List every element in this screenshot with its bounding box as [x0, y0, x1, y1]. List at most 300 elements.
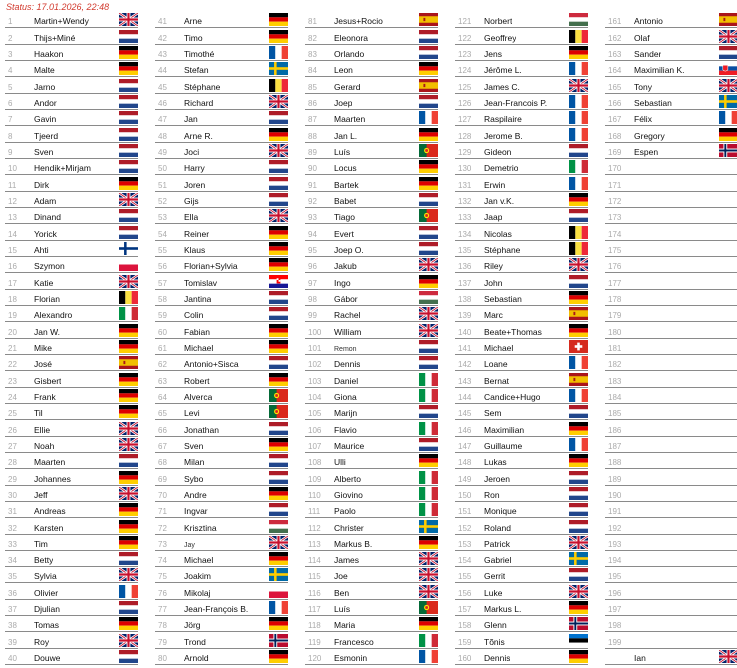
participant-row — [605, 126, 737, 142]
participant-row — [455, 273, 588, 289]
participant-row — [605, 339, 737, 355]
participant-row — [605, 110, 737, 126]
participant-number: 98 — [308, 294, 317, 304]
participant-number: 117 — [308, 605, 321, 615]
participant-row — [155, 257, 288, 273]
participant-number: 122 — [458, 33, 472, 43]
participant-name: Guillaume — [484, 440, 523, 451]
participant-row — [605, 535, 737, 551]
participant-row — [155, 12, 288, 28]
participant-name: Ellie — [34, 424, 51, 435]
participant-row — [5, 273, 138, 289]
participant-row — [605, 290, 737, 306]
flag-pt-icon — [269, 389, 288, 402]
participant-name: Jean-François B. — [184, 604, 249, 615]
participant-name: Giona — [334, 391, 357, 402]
flag-de-icon — [119, 520, 138, 533]
flag-gb-icon — [419, 585, 438, 598]
participant-name: Tim — [34, 538, 48, 549]
participant-row — [5, 339, 138, 355]
flag-nl-icon — [419, 46, 438, 59]
participant-name: Andor — [34, 97, 57, 108]
participant-name: Dennis — [334, 359, 361, 370]
flag-nl-icon — [419, 30, 438, 43]
participant-name: Sebastian — [484, 293, 522, 304]
participant-number: 71 — [158, 507, 167, 517]
participant-name: Flavio — [334, 424, 357, 435]
flag-se-icon — [569, 552, 588, 565]
participant-row — [305, 192, 438, 208]
participant-name: Andre — [184, 489, 207, 500]
participant-name: Jan W. — [34, 326, 60, 337]
flag-de-icon — [569, 193, 588, 206]
participant-number: 50 — [158, 164, 167, 174]
participant-number: 47 — [158, 115, 167, 125]
participant-name: Joep O. — [334, 244, 364, 255]
participant-name: Gerrit — [484, 571, 506, 582]
participant-number: 116 — [308, 588, 321, 598]
participant-row — [455, 257, 588, 273]
participant-name: Sylvia — [34, 571, 57, 582]
participant-number: 102 — [308, 360, 322, 370]
flag-gb-icon — [119, 568, 138, 581]
participant-name: Nicolas — [484, 228, 512, 239]
participant-row — [455, 583, 588, 599]
participant-row — [455, 322, 588, 338]
flag-be-icon — [569, 242, 588, 255]
participant-column — [605, 12, 737, 665]
participant-column — [155, 12, 288, 665]
participant-number: 2 — [8, 33, 13, 43]
participant-number: 124 — [458, 66, 472, 76]
participant-row — [5, 110, 138, 126]
participant-number: 57 — [158, 278, 167, 288]
participant-number: 150 — [458, 490, 472, 500]
participant-row — [155, 175, 288, 191]
flag-de-icon — [269, 324, 288, 337]
participant-name: Hendik+Mirjam — [34, 163, 91, 174]
participant-number: 111 — [308, 507, 321, 517]
participant-row — [605, 600, 737, 616]
participant-row — [455, 77, 588, 93]
participant-number: 181 — [608, 343, 622, 353]
participant-number: 161 — [608, 17, 622, 27]
participant-name: Bernat — [484, 375, 510, 386]
flag-fi-icon — [119, 242, 138, 255]
participant-name: Erwin — [484, 179, 506, 190]
participant-number: 140 — [458, 327, 472, 337]
participant-row — [605, 61, 737, 77]
participant-row — [5, 77, 138, 93]
flag-de-icon — [569, 650, 588, 663]
participant-row — [155, 486, 288, 502]
participant-row — [155, 143, 288, 159]
flag-nl-icon — [419, 356, 438, 369]
participant-name: Jan L. — [334, 130, 358, 141]
participant-name: Michael — [184, 342, 214, 353]
flag-nl-icon — [569, 275, 588, 288]
participant-name: Evert — [334, 228, 354, 239]
participant-name: Maximilian — [484, 424, 525, 435]
flag-hu-icon — [569, 13, 588, 26]
participant-number: 70 — [158, 490, 167, 500]
participant-number: 97 — [308, 278, 317, 288]
participant-number: 53 — [158, 213, 167, 223]
participant-row — [5, 486, 138, 502]
participant-row — [5, 583, 138, 599]
participant-row — [155, 388, 288, 404]
participant-row — [455, 175, 588, 191]
participant-number: 145 — [458, 409, 472, 419]
participant-name: Maarten — [334, 114, 366, 125]
participant-name: Jonathan — [184, 424, 219, 435]
participant-number: 126 — [458, 98, 472, 108]
participant-number: 66 — [158, 425, 167, 435]
participant-number: 56 — [158, 262, 167, 272]
participant-number: 173 — [608, 213, 622, 223]
participant-row — [455, 535, 588, 551]
participant-row — [605, 583, 737, 599]
flag-pt-icon — [419, 144, 438, 157]
participant-name: Gábor — [334, 293, 358, 304]
participant-number: 11 — [8, 180, 17, 190]
participant-row — [5, 45, 138, 61]
participant-name: Stéphane — [484, 244, 521, 255]
participant-row — [605, 486, 737, 502]
flag-hu-icon — [269, 520, 288, 533]
participant-row — [155, 110, 288, 126]
participant-row — [155, 437, 288, 453]
flag-gb-icon — [719, 79, 737, 92]
participant-row — [455, 12, 588, 28]
participant-number: 61 — [158, 343, 167, 353]
participant-name: Yorick — [34, 228, 57, 239]
participant-row — [455, 616, 588, 632]
participant-number: 128 — [458, 131, 472, 141]
participant-row — [155, 453, 288, 469]
participant-row — [605, 649, 737, 665]
participant-row — [155, 551, 288, 567]
flag-gb-icon — [419, 568, 438, 581]
participant-name: Espen — [634, 146, 659, 157]
participant-row — [155, 159, 288, 175]
flag-gb-icon — [419, 552, 438, 565]
participant-row — [5, 192, 138, 208]
flag-it-icon — [569, 160, 588, 173]
participant-number: 142 — [458, 360, 472, 370]
participant-name: Jörg — [184, 620, 201, 631]
participant-row — [305, 616, 438, 632]
flag-de-icon — [119, 471, 138, 484]
participant-row — [155, 600, 288, 616]
participant-number: 96 — [308, 262, 317, 272]
participant-name: Florian+Sylvia — [184, 261, 238, 272]
participant-number: 143 — [458, 376, 472, 386]
participant-number: 58 — [158, 294, 167, 304]
participant-name: Stéphane — [184, 81, 221, 92]
participant-name: Loane — [484, 359, 508, 370]
participant-number: 184 — [608, 392, 622, 402]
participant-row — [305, 77, 438, 93]
participant-number: 133 — [458, 213, 472, 223]
participant-row — [605, 192, 737, 208]
participant-number: 30 — [8, 490, 17, 500]
participant-row — [155, 208, 288, 224]
participant-name: Rachel — [334, 310, 361, 321]
participant-column — [305, 12, 438, 665]
flag-de-icon — [119, 324, 138, 337]
participant-name: Patrick — [484, 538, 510, 549]
flag-hr-icon — [269, 275, 288, 288]
participant-number: 25 — [8, 409, 17, 419]
participant-name: Dennis — [484, 653, 511, 664]
participant-number: 166 — [608, 98, 622, 108]
flag-fr-icon — [569, 128, 588, 141]
participant-name: Jantina — [184, 293, 212, 304]
participant-row — [305, 453, 438, 469]
participant-number: 151 — [458, 507, 472, 517]
flag-hu-icon — [419, 291, 438, 304]
flag-fr-icon — [569, 62, 588, 75]
flag-de-icon — [269, 340, 288, 353]
participant-name: Tomas — [34, 620, 60, 631]
participant-row — [155, 45, 288, 61]
participant-name: Orlando — [334, 48, 365, 59]
participant-row — [5, 241, 138, 257]
participant-row — [305, 61, 438, 77]
participant-number: 51 — [158, 180, 167, 190]
participant-number: 3 — [8, 49, 13, 59]
participant-row — [455, 28, 588, 44]
participant-row — [305, 175, 438, 191]
participant-number: 28 — [8, 458, 17, 468]
participant-number: 5 — [8, 82, 13, 92]
flag-de-icon — [119, 617, 138, 630]
participant-name: Bartek — [334, 179, 359, 190]
participant-number: 182 — [608, 360, 622, 370]
participant-row — [5, 224, 138, 240]
participant-row — [305, 241, 438, 257]
flag-nl-icon — [119, 226, 138, 239]
participant-name: Robert — [184, 375, 210, 386]
participant-row — [155, 339, 288, 355]
flag-gb-icon — [569, 258, 588, 271]
participant-name: Leon — [334, 65, 353, 76]
flag-de-icon — [269, 128, 288, 141]
participant-row — [605, 469, 737, 485]
participant-name: Luís — [334, 146, 351, 157]
participant-row — [605, 420, 737, 436]
flag-nl-icon — [269, 291, 288, 304]
participant-number: 172 — [608, 196, 622, 206]
participant-name: Klaus — [184, 244, 206, 255]
participant-row — [305, 12, 438, 28]
participant-row — [5, 175, 138, 191]
participant-number: 33 — [8, 539, 17, 549]
flag-ee-icon — [569, 634, 588, 647]
flag-de-icon — [269, 552, 288, 565]
participant-name: Reiner — [184, 228, 210, 239]
participant-row — [5, 469, 138, 485]
participant-number: 69 — [158, 474, 167, 484]
flag-nl-icon — [119, 111, 138, 124]
participant-number: 130 — [458, 164, 472, 174]
participant-number: 164 — [608, 66, 622, 76]
participant-number: 24 — [8, 392, 17, 402]
participant-name: Michael — [184, 555, 214, 566]
participant-name: Noah — [34, 440, 55, 451]
participant-number: 177 — [608, 278, 622, 288]
participant-name: Jeff — [34, 489, 48, 500]
participant-row — [605, 502, 737, 518]
flag-fr-icon — [719, 111, 737, 124]
participant-name: Arne — [184, 16, 202, 27]
participant-row — [305, 126, 438, 142]
flag-fr-icon — [569, 95, 588, 108]
participant-number: 153 — [458, 539, 472, 549]
participant-name: Marc — [484, 310, 503, 321]
flag-fr-icon — [569, 111, 588, 124]
participant-name: Esmonin — [334, 653, 368, 664]
participant-name: Sven — [184, 440, 204, 451]
participant-number: 92 — [308, 196, 317, 206]
participant-name: Antonio+Sisca — [184, 359, 239, 370]
participant-name: Timothé — [184, 48, 215, 59]
participant-name: Tõnis — [484, 636, 505, 647]
participant-name: Douwe — [34, 653, 61, 664]
participant-number: 198 — [608, 621, 622, 631]
participant-name: Dirk — [34, 179, 50, 190]
participant-name: Mike — [34, 342, 52, 353]
participant-row — [155, 273, 288, 289]
flag-es-icon — [569, 373, 588, 386]
participant-number: 8 — [8, 131, 13, 141]
participant-number: 20 — [8, 327, 17, 337]
participant-number: 194 — [608, 556, 622, 566]
flag-gb-icon — [269, 209, 288, 222]
participant-column — [5, 12, 138, 665]
participant-name: Trond — [184, 636, 206, 647]
participant-row — [305, 535, 438, 551]
flag-pt-icon — [419, 209, 438, 222]
participant-name: Tomislav — [184, 277, 218, 288]
participant-number: 137 — [458, 278, 472, 288]
flag-it-icon — [119, 307, 138, 320]
participant-number: 75 — [158, 572, 167, 582]
participant-number: 120 — [308, 654, 322, 664]
participant-number: 104 — [308, 392, 322, 402]
flag-gb-icon — [119, 13, 138, 26]
participant-name: Jerome B. — [484, 130, 523, 141]
flag-it-icon — [419, 471, 438, 484]
participant-row — [5, 61, 138, 77]
participant-row — [305, 355, 438, 371]
flag-de-icon — [119, 389, 138, 402]
participant-number: 135 — [458, 245, 472, 255]
participant-row — [5, 551, 138, 567]
participant-number: 43 — [158, 49, 167, 59]
participant-name: Joe — [334, 571, 348, 582]
participant-number: 93 — [308, 213, 317, 223]
participant-number: 49 — [158, 147, 167, 157]
participant-row — [305, 388, 438, 404]
flag-de-icon — [419, 62, 438, 75]
status-line: Status: 17.01.2026, 22:48 — [6, 2, 110, 12]
flag-de-icon — [269, 617, 288, 630]
participant-row — [455, 388, 588, 404]
participant-row — [305, 486, 438, 502]
participant-name: Joci — [184, 146, 200, 157]
participant-row — [605, 143, 737, 159]
participant-number: 87 — [308, 115, 317, 125]
participant-number: 196 — [608, 588, 622, 598]
participant-number: 160 — [458, 654, 472, 664]
flag-de-icon — [269, 650, 288, 663]
participant-row — [605, 306, 737, 322]
participant-number: 168 — [608, 131, 622, 141]
participant-number: 163 — [608, 49, 622, 59]
participant-name: Arne R. — [184, 130, 213, 141]
participant-name: Alberto — [334, 473, 361, 484]
flag-nl-icon — [569, 144, 588, 157]
participant-number: 108 — [308, 458, 322, 468]
participant-row — [305, 322, 438, 338]
flag-de-icon — [119, 340, 138, 353]
participant-number: 4 — [8, 66, 13, 76]
participant-row — [455, 469, 588, 485]
participant-row — [305, 469, 438, 485]
flag-nl-icon — [419, 340, 438, 353]
participant-number: 15 — [8, 245, 17, 255]
participant-name: Mikolaj — [184, 587, 211, 598]
participant-row — [605, 241, 737, 257]
participant-name: Richard — [184, 97, 214, 108]
flag-de-icon — [569, 324, 588, 337]
participant-number: 63 — [158, 376, 167, 386]
participant-number: 88 — [308, 131, 317, 141]
flag-nl-icon — [269, 503, 288, 516]
participant-number: 27 — [8, 441, 17, 451]
flag-de-icon — [119, 503, 138, 516]
participant-name: Frank — [34, 391, 56, 402]
participant-number: 148 — [458, 458, 472, 468]
participant-name: Jan v.K. — [484, 195, 515, 206]
flag-de-icon — [269, 438, 288, 451]
participant-row — [455, 453, 588, 469]
flag-nl-icon — [269, 193, 288, 206]
flag-de-icon — [419, 536, 438, 549]
participant-name: Gregory — [634, 130, 665, 141]
participant-number: 40 — [8, 654, 17, 664]
participant-number: 45 — [158, 82, 167, 92]
participant-number: 147 — [458, 441, 472, 451]
participant-number: 152 — [458, 523, 472, 533]
participant-row — [5, 616, 138, 632]
participant-name: Jakub — [334, 261, 357, 272]
participant-row — [605, 453, 737, 469]
participant-number: 78 — [158, 621, 167, 631]
participant-row — [455, 632, 588, 648]
flag-nl-icon — [269, 471, 288, 484]
participant-row — [5, 600, 138, 616]
flag-es-icon — [419, 79, 438, 92]
participant-row — [5, 404, 138, 420]
participant-number: 1 — [8, 17, 13, 27]
participant-row — [305, 567, 438, 583]
participant-name: Gabriel — [484, 555, 512, 566]
participant-row — [155, 649, 288, 665]
participant-number: 95 — [308, 245, 317, 255]
